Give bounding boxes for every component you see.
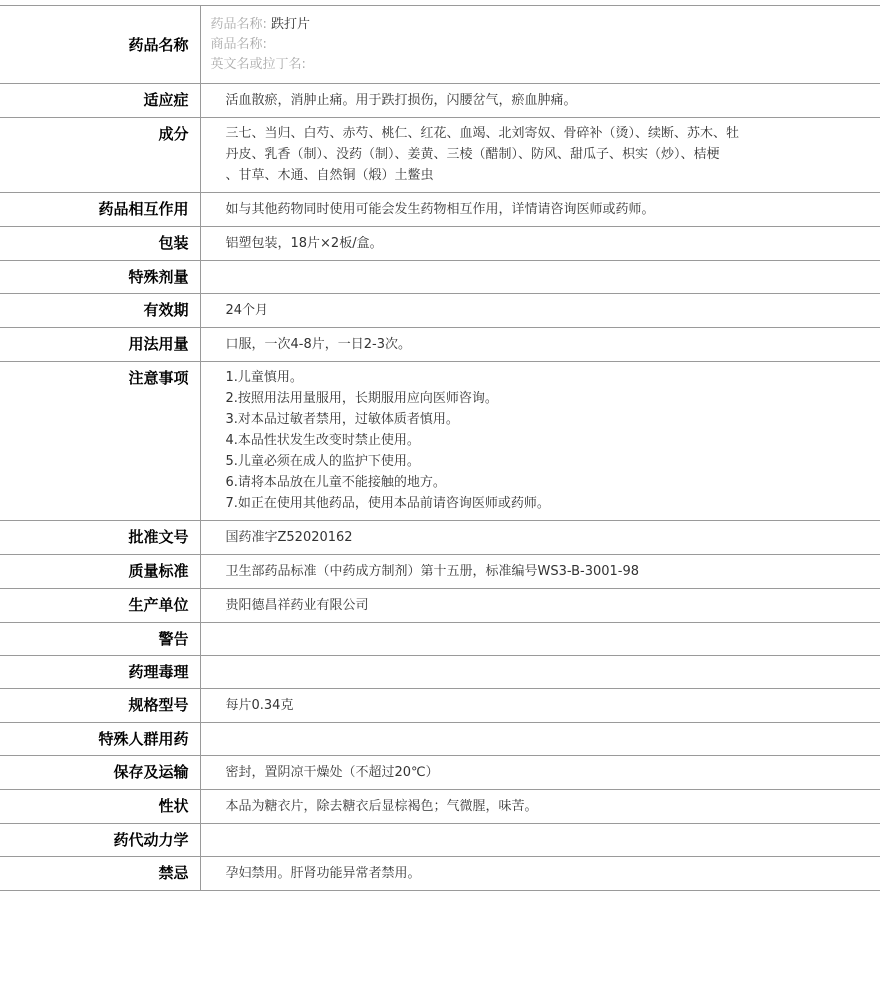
row-value: 铝塑包装，18片×2板/盒。 bbox=[225, 236, 383, 251]
row-value bbox=[200, 656, 880, 689]
row-specification bbox=[0, 689, 880, 723]
ingredient-line: 丹皮、乳香（制）、没药（制）、姜黄、三棱（醋制）、防风、甜瓜子、枳实（炒）、桔梗 bbox=[225, 147, 720, 162]
precaution-item: 4.本品性状发生改变时禁止使用。 bbox=[225, 433, 420, 448]
row-value: 24个月 bbox=[225, 303, 269, 318]
precaution-item: 7.如正在使用其他药品，使用本品前请咨询医师或药师。 bbox=[225, 496, 550, 511]
row-toxicology bbox=[0, 656, 880, 689]
row-value bbox=[200, 723, 880, 756]
row-label: 质量标准 bbox=[0, 555, 200, 589]
row-contraindications bbox=[0, 857, 880, 891]
row-value bbox=[200, 362, 880, 521]
row-label: 批准文号 bbox=[0, 521, 200, 555]
row-label: 注意事项 bbox=[0, 362, 200, 521]
row-label: 包装 bbox=[0, 227, 200, 261]
row-value: 本品为糖衣片，除去糖衣后显棕褐色；气微腥，味苦。 bbox=[225, 799, 538, 814]
row-special-population bbox=[0, 723, 880, 756]
ingredient-line: 、甘草、木通、自然铜（煅）土鳖虫 bbox=[225, 168, 434, 183]
drug-name-line bbox=[211, 15, 871, 35]
row-value: 贵阳德昌祥药业有限公司 bbox=[225, 598, 369, 613]
row-label: 适应症 bbox=[0, 84, 200, 118]
precaution-item: 1.儿童慎用。 bbox=[225, 370, 303, 385]
row-value: 每片0.34克 bbox=[225, 698, 294, 713]
row-precautions bbox=[0, 362, 880, 521]
row-approval-number bbox=[0, 521, 880, 555]
row-value: 口服，一次4-8片，一日2-3次。 bbox=[225, 337, 411, 352]
row-value bbox=[200, 261, 880, 294]
row-special-dose bbox=[0, 261, 880, 294]
row-value: 密封，置阴凉干燥处（不超过20℃） bbox=[225, 765, 439, 780]
row-label: 生产单位 bbox=[0, 589, 200, 623]
row-value: 如与其他药物同时使用可能会发生药物相互作用，详情请咨询医师或药师。 bbox=[225, 202, 655, 217]
row-label: 特殊人群用药 bbox=[0, 723, 200, 756]
row-interaction bbox=[0, 193, 880, 227]
row-label: 规格型号 bbox=[0, 689, 200, 723]
row-value bbox=[200, 824, 880, 857]
precaution-item: 3.对本品过敏者禁用，过敏体质者慎用。 bbox=[225, 412, 459, 427]
row-label: 保存及运输 bbox=[0, 756, 200, 790]
row-validity bbox=[0, 294, 880, 328]
row-package bbox=[0, 227, 880, 261]
trade-name-key: 商品名称: bbox=[210, 37, 267, 52]
row-label: 药品名称 bbox=[0, 6, 200, 84]
row-usage bbox=[0, 328, 880, 362]
row-drug-name bbox=[0, 6, 880, 84]
row-value: 国药准字Z52020162 bbox=[225, 530, 353, 545]
row-label: 警告 bbox=[0, 623, 200, 656]
row-manufacturer bbox=[0, 589, 880, 623]
drug-info-sheet bbox=[0, 5, 880, 891]
row-label: 禁忌 bbox=[0, 857, 200, 891]
english-name-line bbox=[211, 55, 871, 75]
row-value: 活血散瘀，消肿止痛。用于跌打损伤，闪腰岔气，瘀血肿痛。 bbox=[225, 93, 577, 108]
row-description bbox=[0, 790, 880, 824]
row-value bbox=[200, 623, 880, 656]
ingredient-line: 三七、当归、白芍、赤芍、桃仁、红花、血竭、北刘寄奴、骨碎补（烫）、续断、苏木、牡 bbox=[225, 126, 740, 141]
row-ingredients bbox=[0, 118, 880, 193]
english-name-key: 英文名或拉丁名: bbox=[210, 57, 306, 72]
row-indication bbox=[0, 84, 880, 118]
drug-name-key: 药品名称: bbox=[210, 17, 267, 32]
row-label: 有效期 bbox=[0, 294, 200, 328]
row-pharmacokinetics bbox=[0, 824, 880, 857]
precaution-item: 6.请将本品放在儿童不能接触的地方。 bbox=[225, 475, 446, 490]
row-label: 药代动力学 bbox=[0, 824, 200, 857]
row-label: 性状 bbox=[0, 790, 200, 824]
drug-info-table bbox=[0, 5, 880, 891]
drug-name-value: 跌打片 bbox=[271, 17, 311, 32]
row-label: 特殊剂量 bbox=[0, 261, 200, 294]
row-storage bbox=[0, 756, 880, 790]
row-value: 孕妇禁用。肝肾功能异常者禁用。 bbox=[225, 866, 421, 881]
row-label: 药品相互作用 bbox=[0, 193, 200, 227]
row-value bbox=[200, 118, 880, 193]
row-quality-standard bbox=[0, 555, 880, 589]
row-warning bbox=[0, 623, 880, 656]
row-value bbox=[200, 6, 880, 84]
row-value: 卫生部药品标准（中药成方制剂）第十五册，标准编号WS3-B-3001-98 bbox=[225, 564, 640, 579]
row-label: 用法用量 bbox=[0, 328, 200, 362]
precaution-item: 2.按照用法用量服用，长期服用应向医师咨询。 bbox=[225, 391, 498, 406]
row-label: 药理毒理 bbox=[0, 656, 200, 689]
trade-name-line bbox=[211, 35, 871, 55]
row-label: 成分 bbox=[0, 118, 200, 193]
precaution-item: 5.儿童必须在成人的监护下使用。 bbox=[225, 454, 420, 469]
